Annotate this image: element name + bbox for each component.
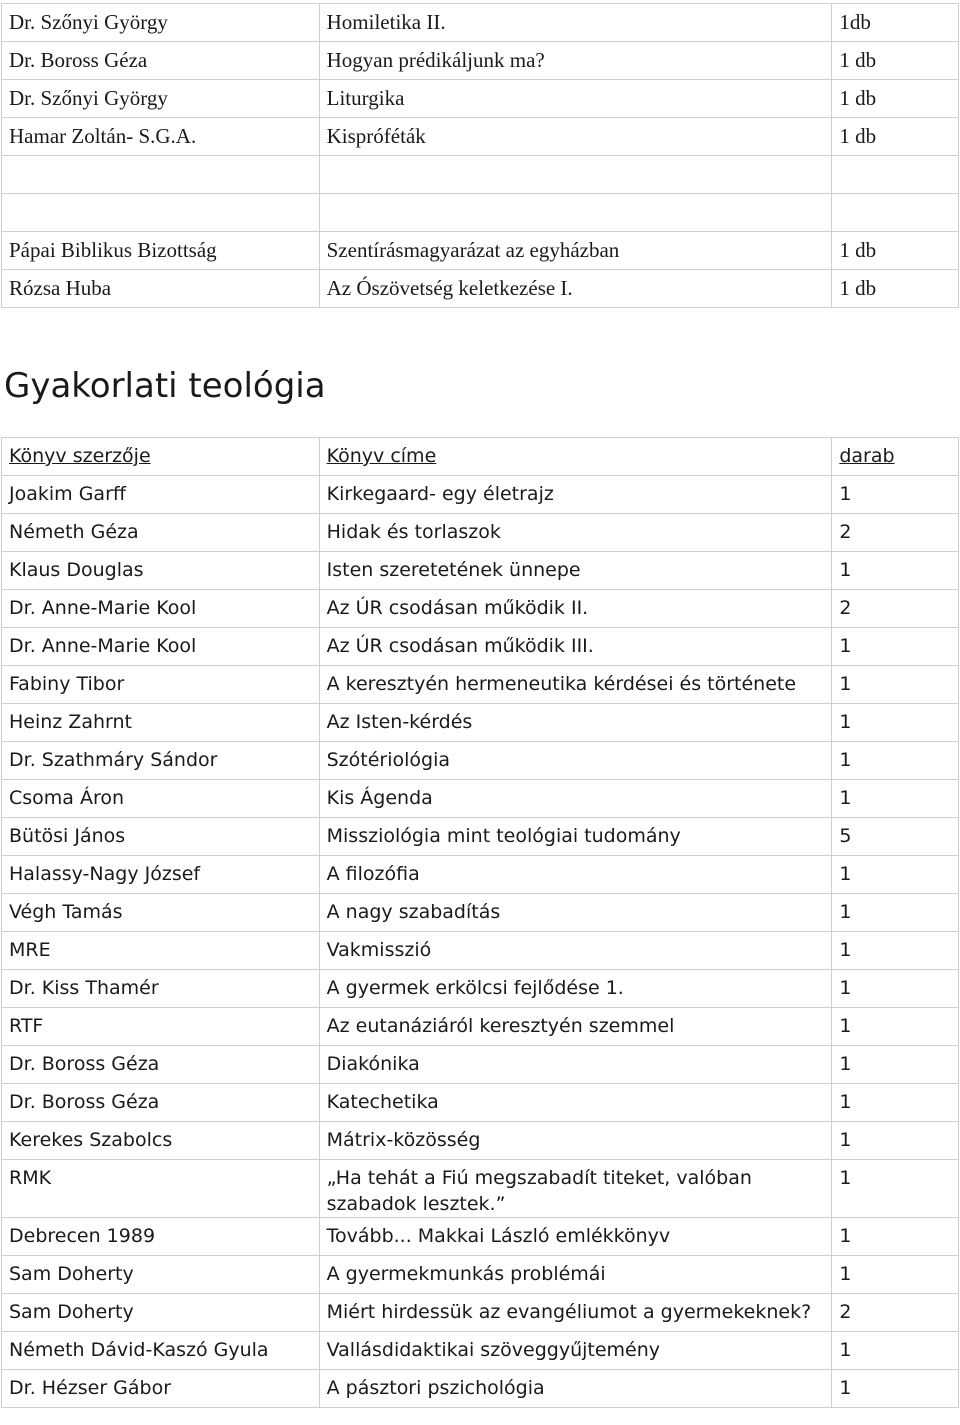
cell-qty: 1 db xyxy=(832,118,959,156)
cell-author: Dr. Boross Géza xyxy=(2,42,320,80)
cell-qty: 1 xyxy=(832,476,959,514)
cell-author: Heinz Zahrnt xyxy=(2,704,320,742)
cell-title: Szentírásmagyarázat az egyházban xyxy=(319,232,832,270)
table-row xyxy=(2,1160,959,1218)
cell-qty: 1 xyxy=(832,552,959,590)
cell-qty: 1 xyxy=(832,780,959,818)
cell-author: Dr. Boross Géza xyxy=(2,1084,320,1122)
cell-author: MRE xyxy=(2,932,320,970)
cell-title: Isten szeretetének ünnepe xyxy=(319,552,832,590)
cell-qty: 1 xyxy=(832,1084,959,1122)
cell-title xyxy=(319,156,832,194)
table-row xyxy=(2,1370,959,1408)
cell-author: Sam Doherty xyxy=(2,1294,320,1332)
cell-qty: 2 xyxy=(832,514,959,552)
cell-title: Missziológia mint teológiai tudomány xyxy=(319,818,832,856)
table-row xyxy=(2,552,959,590)
cell-author: Dr. Kiss Thamér xyxy=(2,970,320,1008)
cell-author: Sam Doherty xyxy=(2,1256,320,1294)
table-row xyxy=(2,666,959,704)
cell-title: Kirkegaard- egy életrajz xyxy=(319,476,832,514)
cell-title: Kis Ágenda xyxy=(319,780,832,818)
cell-author: Fabiny Tibor xyxy=(2,666,320,704)
cell-title: Hogyan prédikáljunk ma? xyxy=(319,42,832,80)
cell-author: Kerekes Szabolcs xyxy=(2,1122,320,1160)
cell-title: Mátrix-közösség xyxy=(319,1122,832,1160)
cell-qty: 1 xyxy=(832,1046,959,1084)
cell-author: RMK xyxy=(2,1160,320,1218)
cell-title: Szótériológia xyxy=(319,742,832,780)
table-row xyxy=(2,704,959,742)
cell-title: Az Isten-kérdés xyxy=(319,704,832,742)
table-row xyxy=(2,156,959,194)
cell-author: Dr. Boross Géza xyxy=(2,1046,320,1084)
cell-qty: 1 xyxy=(832,856,959,894)
table-row xyxy=(2,1256,959,1294)
cell-author: Debrecen 1989 xyxy=(2,1218,320,1256)
cell-qty: 1 db xyxy=(832,232,959,270)
table-row xyxy=(2,270,959,308)
cell-qty: 1 xyxy=(832,742,959,780)
cell-author: Dr. Szathmáry Sándor xyxy=(2,742,320,780)
cell-qty: 1 xyxy=(832,1218,959,1256)
cell-author: Pápai Biblikus Bizottság xyxy=(2,232,320,270)
table-row xyxy=(2,1122,959,1160)
cell-author: Dr. Anne-Marie Kool xyxy=(2,628,320,666)
cell-qty: 1 xyxy=(832,1332,959,1370)
cell-title: Az eutanáziáról keresztyén szemmel xyxy=(319,1008,832,1046)
table-row xyxy=(2,780,959,818)
table-row xyxy=(2,4,959,42)
cell-title: A gyermekmunkás problémái xyxy=(319,1256,832,1294)
cell-title xyxy=(319,194,832,232)
table-row xyxy=(2,628,959,666)
cell-qty: 1 db xyxy=(832,80,959,118)
table-row xyxy=(2,1332,959,1370)
table-row xyxy=(2,818,959,856)
column-header-qty: darab xyxy=(832,438,959,476)
table-header-row xyxy=(2,438,959,476)
table-row xyxy=(2,1008,959,1046)
cell-title: Miért hirdessük az evangéliumot a gyermekeknek? xyxy=(319,1294,832,1332)
table-row xyxy=(2,118,959,156)
cell-title: Az Ószövetség keletkezése I. xyxy=(319,270,832,308)
table-row xyxy=(2,232,959,270)
cell-author: Klaus Douglas xyxy=(2,552,320,590)
cell-title: A gyermek erkölcsi fejlődése 1. xyxy=(319,970,832,1008)
table-row xyxy=(2,194,959,232)
cell-author: Németh Dávid-Kaszó Gyula xyxy=(2,1332,320,1370)
cell-author: Halassy-Nagy József xyxy=(2,856,320,894)
table-row xyxy=(2,80,959,118)
cell-author: Dr. Szőnyi György xyxy=(2,80,320,118)
cell-author: Joakim Garff xyxy=(2,476,320,514)
table-row xyxy=(2,856,959,894)
table-row xyxy=(2,894,959,932)
cell-title: „Ha tehát a Fiú megszabadít titeket, valóban szabadok lesztek.” xyxy=(319,1160,832,1218)
cell-title: Vakmisszió xyxy=(319,932,832,970)
cell-author: Végh Tamás xyxy=(2,894,320,932)
cell-qty: 1 xyxy=(832,666,959,704)
cell-qty: 1 xyxy=(832,704,959,742)
cell-qty: 1 xyxy=(832,1122,959,1160)
cell-author xyxy=(2,194,320,232)
table-row xyxy=(2,932,959,970)
cell-qty: 1db xyxy=(832,4,959,42)
cell-title: Az ÚR csodásan működik III. xyxy=(319,628,832,666)
table-row xyxy=(2,970,959,1008)
column-header-title: Könyv címe xyxy=(319,438,832,476)
table-row xyxy=(2,1084,959,1122)
cell-qty: 1 db xyxy=(832,42,959,80)
cell-qty: 1 xyxy=(832,1256,959,1294)
cell-title: Katechetika xyxy=(319,1084,832,1122)
cell-title: Kispróféták xyxy=(319,118,832,156)
table-row xyxy=(2,590,959,628)
column-header-author: Könyv szerzője xyxy=(2,438,320,476)
table-row xyxy=(2,514,959,552)
cell-author: Dr. Hézser Gábor xyxy=(2,1370,320,1408)
cell-author: Dr. Anne-Marie Kool xyxy=(2,590,320,628)
cell-qty: 1 xyxy=(832,1008,959,1046)
cell-qty: 1 xyxy=(832,970,959,1008)
cell-title: Liturgika xyxy=(319,80,832,118)
cell-title: Homiletika II. xyxy=(319,4,832,42)
table-row xyxy=(2,476,959,514)
cell-qty: 1 db xyxy=(832,270,959,308)
cell-title: Tovább... Makkai László emlékkönyv xyxy=(319,1218,832,1256)
cell-title: A nagy szabadítás xyxy=(319,894,832,932)
cell-title: A keresztyén hermeneutika kérdései és története xyxy=(319,666,832,704)
cell-author: Németh Géza xyxy=(2,514,320,552)
book-list-table-top xyxy=(1,3,959,308)
cell-qty: 2 xyxy=(832,1294,959,1332)
cell-author: Bütösi János xyxy=(2,818,320,856)
cell-title: Diakónika xyxy=(319,1046,832,1084)
cell-qty: 2 xyxy=(832,590,959,628)
cell-qty xyxy=(832,156,959,194)
table-row xyxy=(2,42,959,80)
table-row xyxy=(2,1218,959,1256)
cell-qty: 1 xyxy=(832,1160,959,1218)
section-heading: Gyakorlati teológia xyxy=(4,366,326,406)
table-row xyxy=(2,1294,959,1332)
cell-qty: 1 xyxy=(832,932,959,970)
cell-qty: 5 xyxy=(832,818,959,856)
cell-title: Vallásdidaktikai szöveggyűjtemény xyxy=(319,1332,832,1370)
cell-title: Hidak és torlaszok xyxy=(319,514,832,552)
cell-qty xyxy=(832,194,959,232)
cell-author: Rózsa Huba xyxy=(2,270,320,308)
cell-qty: 1 xyxy=(832,628,959,666)
cell-author: Hamar Zoltán- S.G.A. xyxy=(2,118,320,156)
cell-title: A filozófia xyxy=(319,856,832,894)
cell-qty: 1 xyxy=(832,1370,959,1408)
cell-title: A pásztori pszichológia xyxy=(319,1370,832,1408)
table-row xyxy=(2,1046,959,1084)
cell-author: Csoma Áron xyxy=(2,780,320,818)
cell-author: RTF xyxy=(2,1008,320,1046)
cell-qty: 1 xyxy=(832,894,959,932)
cell-title: Az ÚR csodásan működik II. xyxy=(319,590,832,628)
book-list-table-practical-theology xyxy=(1,437,959,1408)
table-row xyxy=(2,742,959,780)
cell-author xyxy=(2,156,320,194)
cell-author: Dr. Szőnyi György xyxy=(2,4,320,42)
